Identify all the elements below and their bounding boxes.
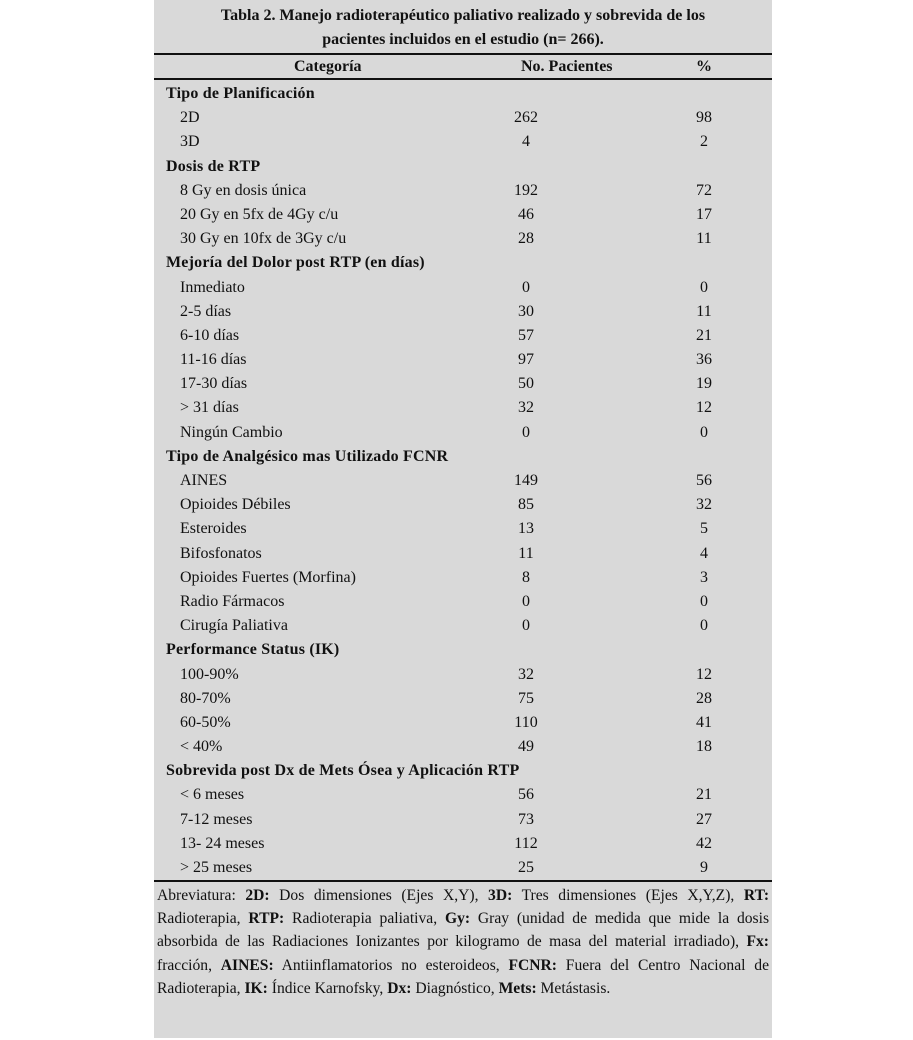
cell-categoria: Opioides Fuertes (Morfina) <box>180 568 356 586</box>
section-title: Tipo de Analgésico mas Utilizado FCNR <box>166 447 449 465</box>
table-row <box>154 106 772 130</box>
table-row <box>154 542 772 566</box>
cell-percent: 36 <box>696 351 712 369</box>
cell-categoria: 6-10 días <box>180 326 240 344</box>
cell-categoria: 13- 24 meses <box>180 834 265 852</box>
cell-percent: 56 <box>696 472 712 489</box>
cell-percent: 0 <box>700 423 708 441</box>
table-row <box>154 469 772 493</box>
cell-categoria: 3D <box>180 133 200 151</box>
footnote-text: Metástasis. <box>536 979 611 997</box>
cell-categoria: 7-12 meses <box>180 810 253 828</box>
table-row <box>154 711 772 735</box>
cell-categoria: > 25 meses <box>180 859 253 876</box>
table-row <box>154 179 772 203</box>
header-no-pacientes: No. Pacientes <box>521 58 613 75</box>
cell-no-pacientes: 0 <box>522 617 530 635</box>
section-heading <box>154 155 772 179</box>
table-row <box>154 783 772 807</box>
cell-no-pacientes: 262 <box>514 109 538 127</box>
table-header <box>154 56 772 78</box>
cell-categoria: 60-50% <box>180 713 231 731</box>
section-title: Performance Status (IK) <box>166 641 340 659</box>
section-heading <box>154 759 772 783</box>
section-title: Mejoría del Dolor post RTP (en días) <box>166 254 425 272</box>
cell-percent: 21 <box>696 786 712 804</box>
cell-no-pacientes: 110 <box>514 713 538 731</box>
table-title-line-1: Tabla 2. Manejo radioterapéutico paliativo realizado y sobrevida de los <box>220 7 706 24</box>
table-row <box>154 276 772 300</box>
table-title <box>154 4 772 52</box>
table-row <box>154 203 772 227</box>
footnote-text: Gray (unidad de medida que mide la dosis absorbida de las Radiaciones Ionizantes por kilogramo de masa del material irradiado), <box>157 910 770 951</box>
cell-categoria: 20 Gy en 5fx de 4Gy c/u <box>180 205 339 223</box>
cell-categoria: 8 Gy en dosis única <box>180 181 307 199</box>
table-row <box>154 687 772 711</box>
cell-categoria: 100-90% <box>180 665 239 683</box>
cell-categoria: AINES <box>180 472 228 489</box>
cell-no-pacientes: 85 <box>518 496 534 514</box>
footnote-text: Radioterapia, <box>157 910 249 928</box>
cell-percent: 4 <box>700 544 708 562</box>
cell-no-pacientes: 192 <box>514 181 538 199</box>
table-row <box>154 421 772 445</box>
table-row <box>154 396 772 420</box>
cell-categoria: Cirugía Paliativa <box>180 617 288 635</box>
table-row <box>154 517 772 541</box>
cell-no-pacientes: 73 <box>518 810 534 828</box>
cell-categoria: Ningún Cambio <box>180 423 283 441</box>
cell-no-pacientes: 0 <box>522 278 530 296</box>
cell-no-pacientes: 32 <box>518 399 534 417</box>
table-row <box>154 348 772 372</box>
cell-no-pacientes: 0 <box>522 592 530 610</box>
cell-no-pacientes: 97 <box>518 351 534 369</box>
table-row <box>154 808 772 832</box>
footnote-text: Diagnóstico, <box>411 979 499 997</box>
table-body <box>154 82 772 880</box>
cell-percent: 32 <box>696 496 712 514</box>
table-row <box>154 493 772 517</box>
section-title: Sobrevida post Dx de Mets Ósea y Aplicación RTP <box>166 762 520 780</box>
cell-categoria: < 40% <box>180 738 223 756</box>
cell-percent: 18 <box>696 738 712 756</box>
section-title: Tipo de Planificación <box>166 85 315 102</box>
cell-percent: 72 <box>696 181 712 199</box>
section-heading <box>154 445 772 469</box>
cell-no-pacientes: 32 <box>518 665 534 683</box>
cell-categoria: 30 Gy en 10fx de 3Gy c/u <box>180 230 347 248</box>
cell-categoria: 80-70% <box>180 689 231 707</box>
footnote-text: Dos dimensiones (Ejes X,Y), <box>269 887 489 904</box>
footnote-abbreviation: Dx: <box>387 979 412 997</box>
cell-percent: 27 <box>696 810 712 828</box>
cell-percent: 98 <box>696 109 712 127</box>
footnote-abbreviation: FCNR: <box>508 956 557 974</box>
cell-no-pacientes: 57 <box>518 326 534 344</box>
cell-percent: 12 <box>696 665 712 683</box>
section-heading <box>154 638 772 662</box>
header-rule <box>154 78 772 80</box>
cell-percent: 21 <box>696 326 712 344</box>
section-title: Dosis de RTP <box>166 157 261 175</box>
cell-no-pacientes: 49 <box>518 738 534 756</box>
table-panel <box>154 0 772 1038</box>
footnote-abbreviation: Fx: <box>746 933 769 951</box>
cell-percent: 11 <box>696 230 712 248</box>
table-row <box>154 856 772 880</box>
cell-percent: 0 <box>700 617 708 635</box>
cell-no-pacientes: 149 <box>514 472 538 489</box>
cell-no-pacientes: 4 <box>522 133 530 151</box>
cell-categoria: 2-5 días <box>180 302 232 320</box>
footnote-text: Índice Karnofsky, <box>267 979 388 997</box>
table-row <box>154 300 772 324</box>
cell-percent: 5 <box>700 520 708 538</box>
header-percent: % <box>696 58 712 75</box>
cell-no-pacientes: 75 <box>518 689 534 707</box>
cell-percent: 41 <box>696 713 712 731</box>
table-row <box>154 590 772 614</box>
cell-categoria: < 6 meses <box>180 786 245 804</box>
cell-no-pacientes: 8 <box>522 568 530 586</box>
table-row <box>154 566 772 590</box>
cell-no-pacientes: 25 <box>518 859 534 876</box>
cell-categoria: 17-30 días <box>180 375 248 393</box>
cell-no-pacientes: 28 <box>518 230 534 248</box>
section-heading <box>154 251 772 275</box>
cell-no-pacientes: 11 <box>518 544 534 562</box>
footnote-text: Fuera del Centro Nacional de Radioterapia, <box>157 956 769 997</box>
cell-percent: 19 <box>696 375 712 393</box>
cell-percent: 9 <box>700 859 708 876</box>
footnote-abbreviation: 3D: <box>488 887 513 904</box>
cell-no-pacientes: 0 <box>522 423 530 441</box>
cell-categoria: Opioides Débiles <box>180 496 291 514</box>
cell-percent: 3 <box>700 568 708 586</box>
cell-categoria: Esteroides <box>180 520 247 538</box>
footnote-abbreviation: AINES: <box>220 956 274 974</box>
cell-percent: 17 <box>696 205 712 223</box>
table-row <box>154 614 772 638</box>
cell-categoria: 2D <box>180 109 200 127</box>
table-row <box>154 372 772 396</box>
footnote-abbreviation: IK: <box>244 979 268 997</box>
table-row <box>154 130 772 154</box>
cell-percent: 42 <box>696 834 712 852</box>
cell-no-pacientes: 46 <box>518 205 534 223</box>
cell-no-pacientes: 112 <box>514 834 538 852</box>
cell-no-pacientes: 50 <box>518 375 534 393</box>
footnote-text: Radioterapia paliativa, <box>284 910 445 928</box>
cell-categoria: > 31 días <box>180 399 239 417</box>
footnote-abbreviation: 2D: <box>245 887 270 904</box>
table-footnote <box>157 884 769 1000</box>
cell-no-pacientes: 30 <box>518 302 534 320</box>
cell-percent: 0 <box>700 592 708 610</box>
cell-percent: 28 <box>696 689 712 707</box>
cell-percent: 11 <box>696 302 712 320</box>
cell-percent: 12 <box>696 399 712 417</box>
cell-categoria: Radio Fármacos <box>180 592 285 610</box>
cell-categoria: Bifosfonatos <box>180 544 262 562</box>
table-row <box>154 832 772 856</box>
table-row <box>154 663 772 687</box>
cell-categoria: 11-16 días <box>180 351 247 369</box>
footnote-text: Abreviatura: <box>157 887 246 904</box>
top-rule <box>154 53 772 55</box>
cell-no-pacientes: 56 <box>518 786 534 804</box>
cell-no-pacientes: 13 <box>518 520 534 538</box>
bottom-rule <box>154 880 772 882</box>
footnote-text: Antiinflamatorios no esteroideos, <box>273 956 509 974</box>
cell-categoria: Inmediato <box>180 278 245 296</box>
cell-percent: 2 <box>700 133 708 151</box>
footnote-text: fracción, <box>157 956 221 974</box>
footnote-abbreviation: RT: <box>743 887 770 904</box>
footnote-abbreviation: Gy: <box>444 910 471 928</box>
table-row <box>154 227 772 251</box>
footnote-abbreviation: RTP: <box>248 910 285 928</box>
table-row <box>154 735 772 759</box>
footnote-abbreviation: Mets: <box>498 979 537 997</box>
cell-percent: 0 <box>700 278 708 296</box>
section-heading <box>154 82 772 106</box>
header-categoria: Categoría <box>294 58 362 75</box>
table-title-line-2: pacientes incluidos en el estudio (n= 266). <box>322 31 604 48</box>
table-row <box>154 324 772 348</box>
footnote-text: Tres dimensiones (Ejes X,Y,Z), <box>512 887 744 904</box>
